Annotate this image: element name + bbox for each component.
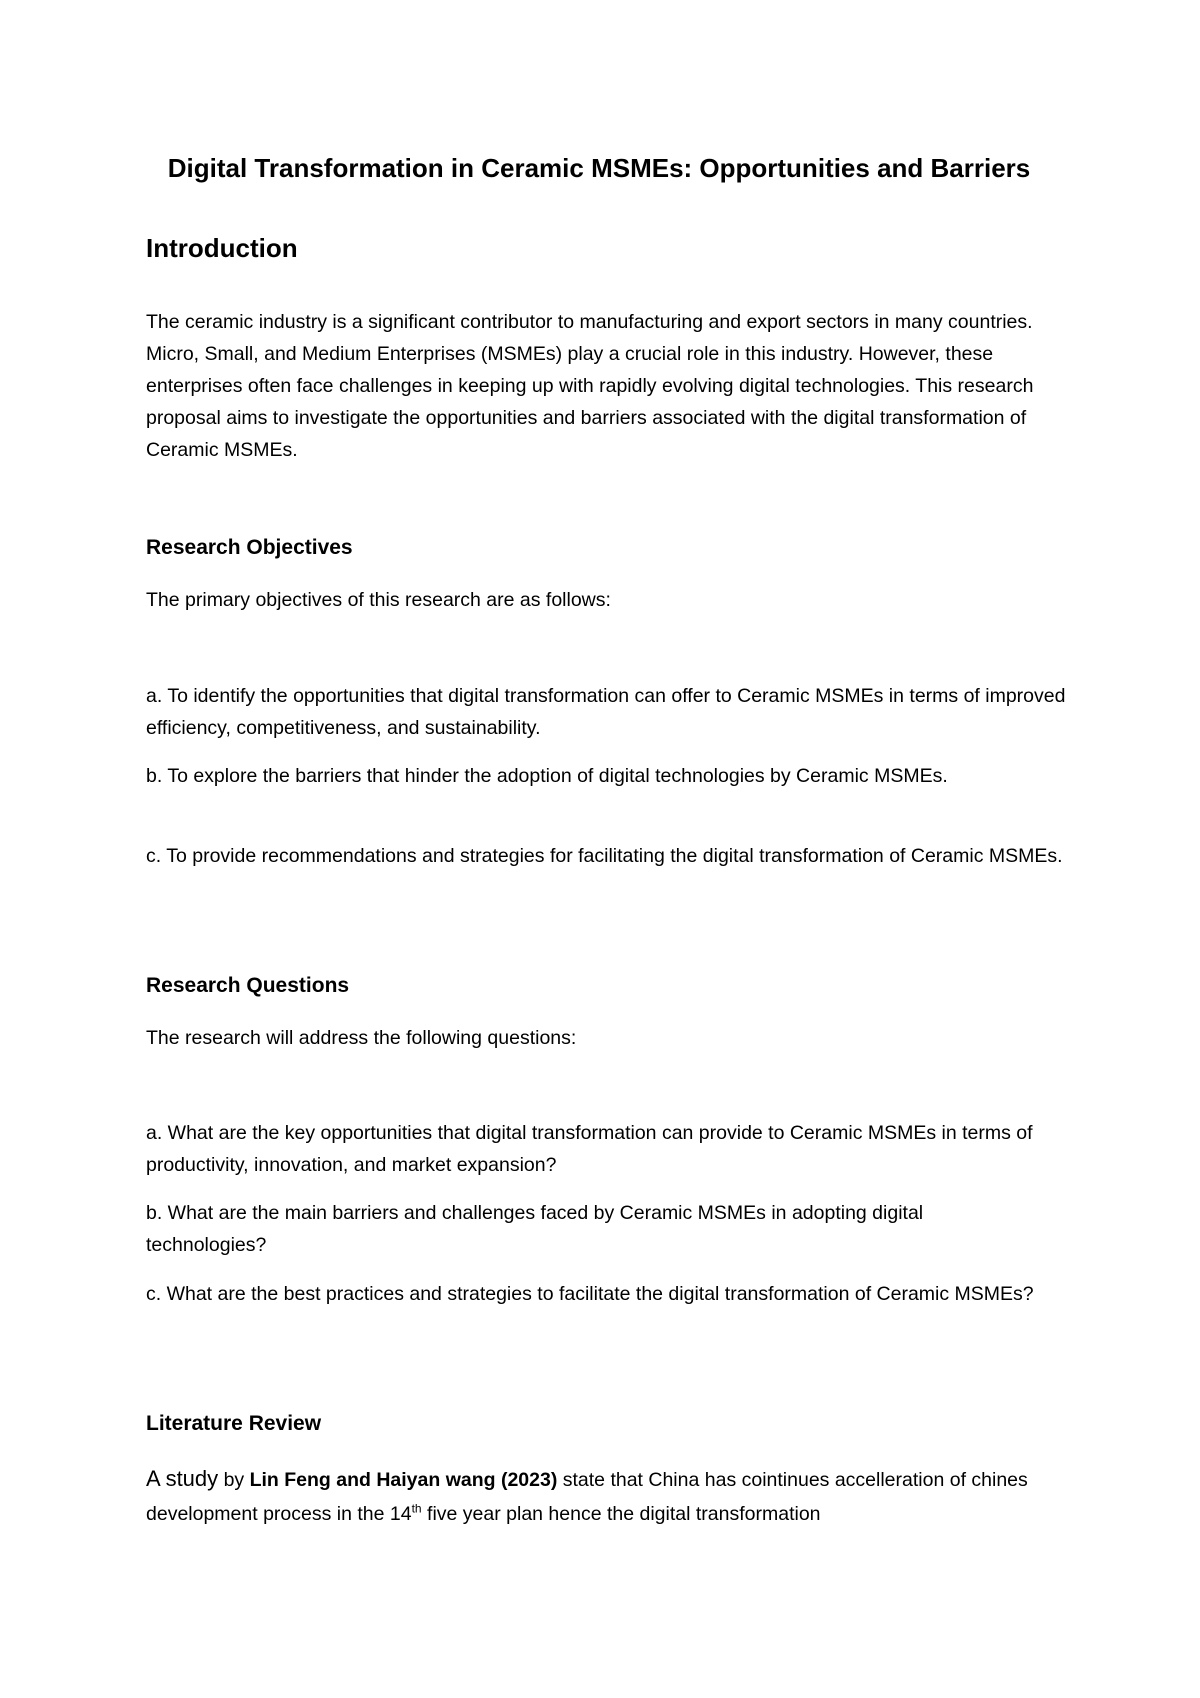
objective-item-c: c. To provide recommendations and strategies for facilitating the digital transformation of Ceramic MSMEs. [146, 845, 1063, 867]
literature-superscript: th [411, 1501, 422, 1516]
introduction-heading: Introduction [146, 233, 298, 263]
question-item-b: b. What are the main barriers and challenges faced by Ceramic MSMEs in adopting digital technologies? [146, 1202, 924, 1256]
literature-text-2: five year plan hence the digital transformation [421, 1503, 821, 1525]
literature-authors: Lin Feng and Haiyan wang (2023) [249, 1469, 558, 1491]
document-title: Digital Transformation in Ceramic MSMEs: Opportunities and Barriers [167, 153, 1031, 183]
questions-heading: Research Questions [146, 974, 350, 997]
literature-paragraph [146, 1462, 1056, 1531]
objective-item-b: b. To explore the barriers that hinder the adoption of digital technologies by Ceramic MSMEs. [146, 765, 948, 787]
literature-text-by: by [218, 1469, 250, 1491]
literature-heading: Literature Review [146, 1412, 322, 1435]
objectives-intro: The primary objectives of this research are as follows: [146, 589, 611, 611]
objective-item-a: a. To identify the opportunities that digital transformation can offer to Ceramic MSMEs in terms of improved efficiency, competitiveness, and sustainability. [146, 685, 1066, 739]
introduction-paragraph: The ceramic industry is a significant contributor to manufacturing and export sectors in many countries. Micro, Small, and Medium Enterprises (MSMEs) play a crucial role in this industry. However, these enterprises often face challenges in keeping up with rapidly evolving digital technologies. This research proposal aims to investigate the opportunities and barriers associated with the digital transformation of Ceramic MSMEs. [146, 311, 1034, 461]
literature-text-1: state that China has cointinues accelleration of chines development process in the 14 [146, 1469, 1028, 1525]
literature-lead: A study [146, 1466, 219, 1491]
objectives-heading: Research Objectives [146, 536, 353, 559]
question-item-c: c. What are the best practices and strategies to facilitate the digital transformation of Ceramic MSMEs? [146, 1283, 1034, 1305]
questions-intro: The research will address the following questions: [146, 1027, 577, 1049]
question-item-a: a. What are the key opportunities that digital transformation can provide to Ceramic MSMEs in terms of productivity, innovation, and market expansion? [146, 1122, 1033, 1176]
